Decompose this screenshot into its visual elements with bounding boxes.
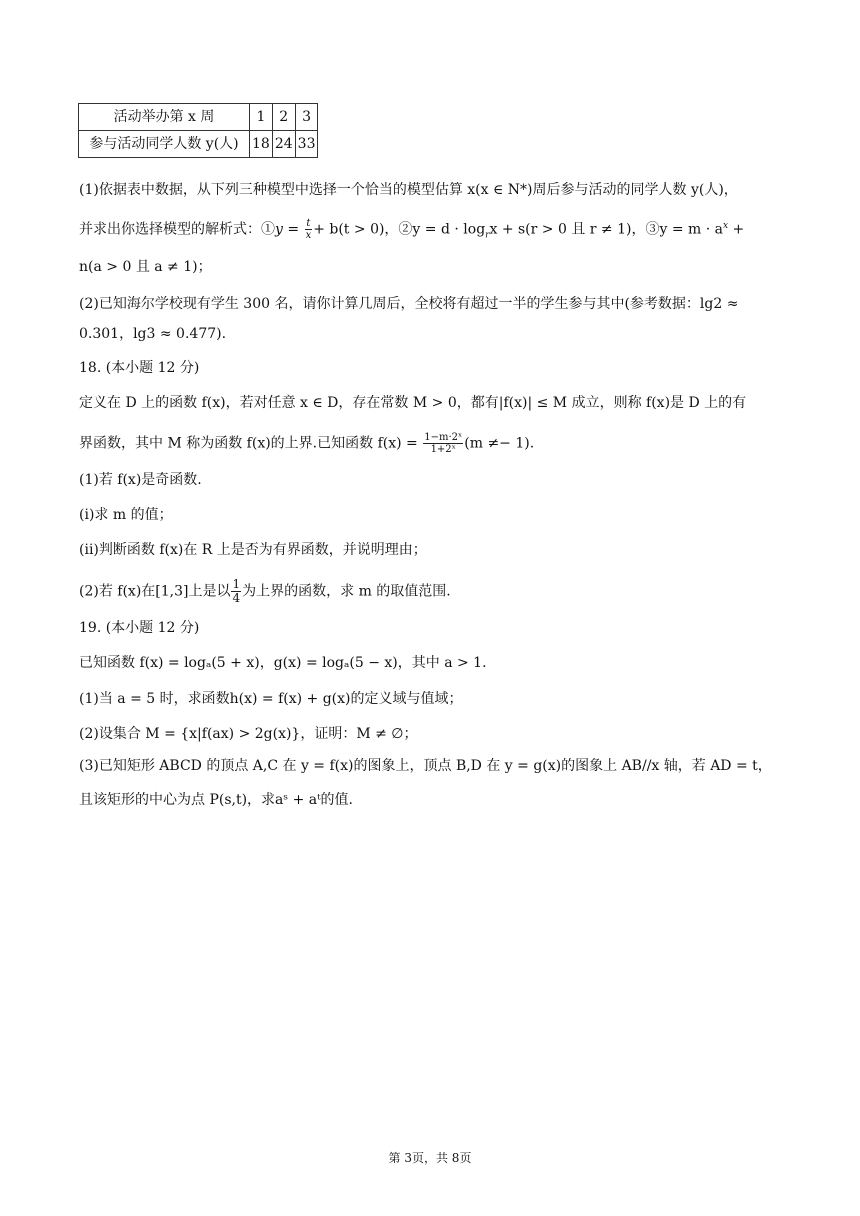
q19-sub3-line1: (3)已知矩形 ABCD 的顶点 A,C 在 y = f(x)的图象上，顶点 B,D 在 y = g(x)的图象上 AB//x 轴，若 AD = t， [79, 758, 772, 774]
q18-sub1-i: (i)求 m 的值； [79, 507, 173, 523]
table-header-cell: 参与活动同学人数 y(人) [79, 131, 250, 158]
table-cell: 3 [295, 104, 318, 131]
table-cell: 1 [250, 104, 273, 131]
table-row [79, 104, 318, 131]
q17-part2-line1: (2)已知海尔学校现有学生 300 名，请你计算几周后，全校将有超过一半的学生参与其中(参考数据：lg2 ≈ [79, 296, 739, 312]
q17-part1-line1: (1)依据表中数据，从下列三种模型中选择一个恰当的模型估算 x(x ∈ N*)周后参与活动的同学人数 y(人)， [79, 182, 738, 198]
page-footer: 第 3页，共 8页 [388, 1151, 472, 1165]
q19-sub3-line2: 且该矩形的中心为点 P(s,t)，求aˢ + aᵗ的值. [79, 792, 353, 808]
q17-part1-line2: 并求出你选择模型的解析式：①y = $\frac{t}{x}$ + b(t > 0)，②y = $d \cdot \log_rx + s(r > 0$ 且 r ≠ 1)，③y = $m \cdot a^x$ + [79, 218, 745, 242]
q18-sub1: (1)若 f(x)是奇函数. [79, 472, 202, 488]
q19-line1: 已知函数 f(x) = logₐ(5 + x)，g(x) = logₐ(5 − x)，其中 a > 1. [79, 655, 487, 671]
table-cell: 24 [272, 131, 295, 158]
table-cell: 33 [295, 131, 318, 158]
q19-sub1: (1)当 a = 5 时，求函数h(x) = f(x) + g(x)的定义域与值域； [79, 691, 463, 707]
q18-line2: 界函数，其中 M 称为函数 f(x)的上界.已知函数 f(x) = $\frac{\text{1−m·2ˣ}}{\text{1+2ˣ}}$ (m ≠− 1). [79, 432, 535, 455]
q19-header: 19. (本小题 12 分) [79, 620, 200, 636]
fraction-one-quarter: $\frac{1}{4}$ [232, 577, 241, 605]
table-cell: 2 [272, 104, 295, 131]
q19-sub2: (2)设集合 M = {x|f(ax) > 2g(x)}，证明：M ≠ ∅； [79, 726, 418, 742]
q17-part1-line3: n(a > 0 且 a ≠ 1)； [79, 259, 212, 275]
q18-line1: 定义在 D 上的函数 f(x)，若对任意 x ∈ D，存在常数 M > 0，都有|f(x)| ≤ M 成立，则称 f(x)是 D 上的有 [79, 395, 747, 411]
q18-header: 18. (本小题 12 分) [79, 360, 200, 376]
q18-sub1-ii: (ii)判断函数 f(x)在 R 上是否为有界函数，并说明理由； [79, 542, 427, 558]
q17-part2-line2: 0.301，lg3 ≈ 0.477). [79, 326, 227, 342]
table-cell: 18 [250, 131, 273, 158]
fraction-f-definition: $\frac{\text{1−m·2ˣ}}{\text{1+2ˣ}}$ [424, 432, 463, 455]
data-table [78, 103, 318, 158]
q18-sub2: (2)若 f(x)在[1,3]上是以 $\frac{1}{4}$ 为上界的函数，求 m 的取值范围. [79, 577, 451, 605]
fraction-t-over-x: $\frac{t}{x}$ [305, 218, 312, 242]
table-row [79, 131, 318, 158]
table-header-cell: 活动举办第 x 周 [79, 104, 250, 131]
